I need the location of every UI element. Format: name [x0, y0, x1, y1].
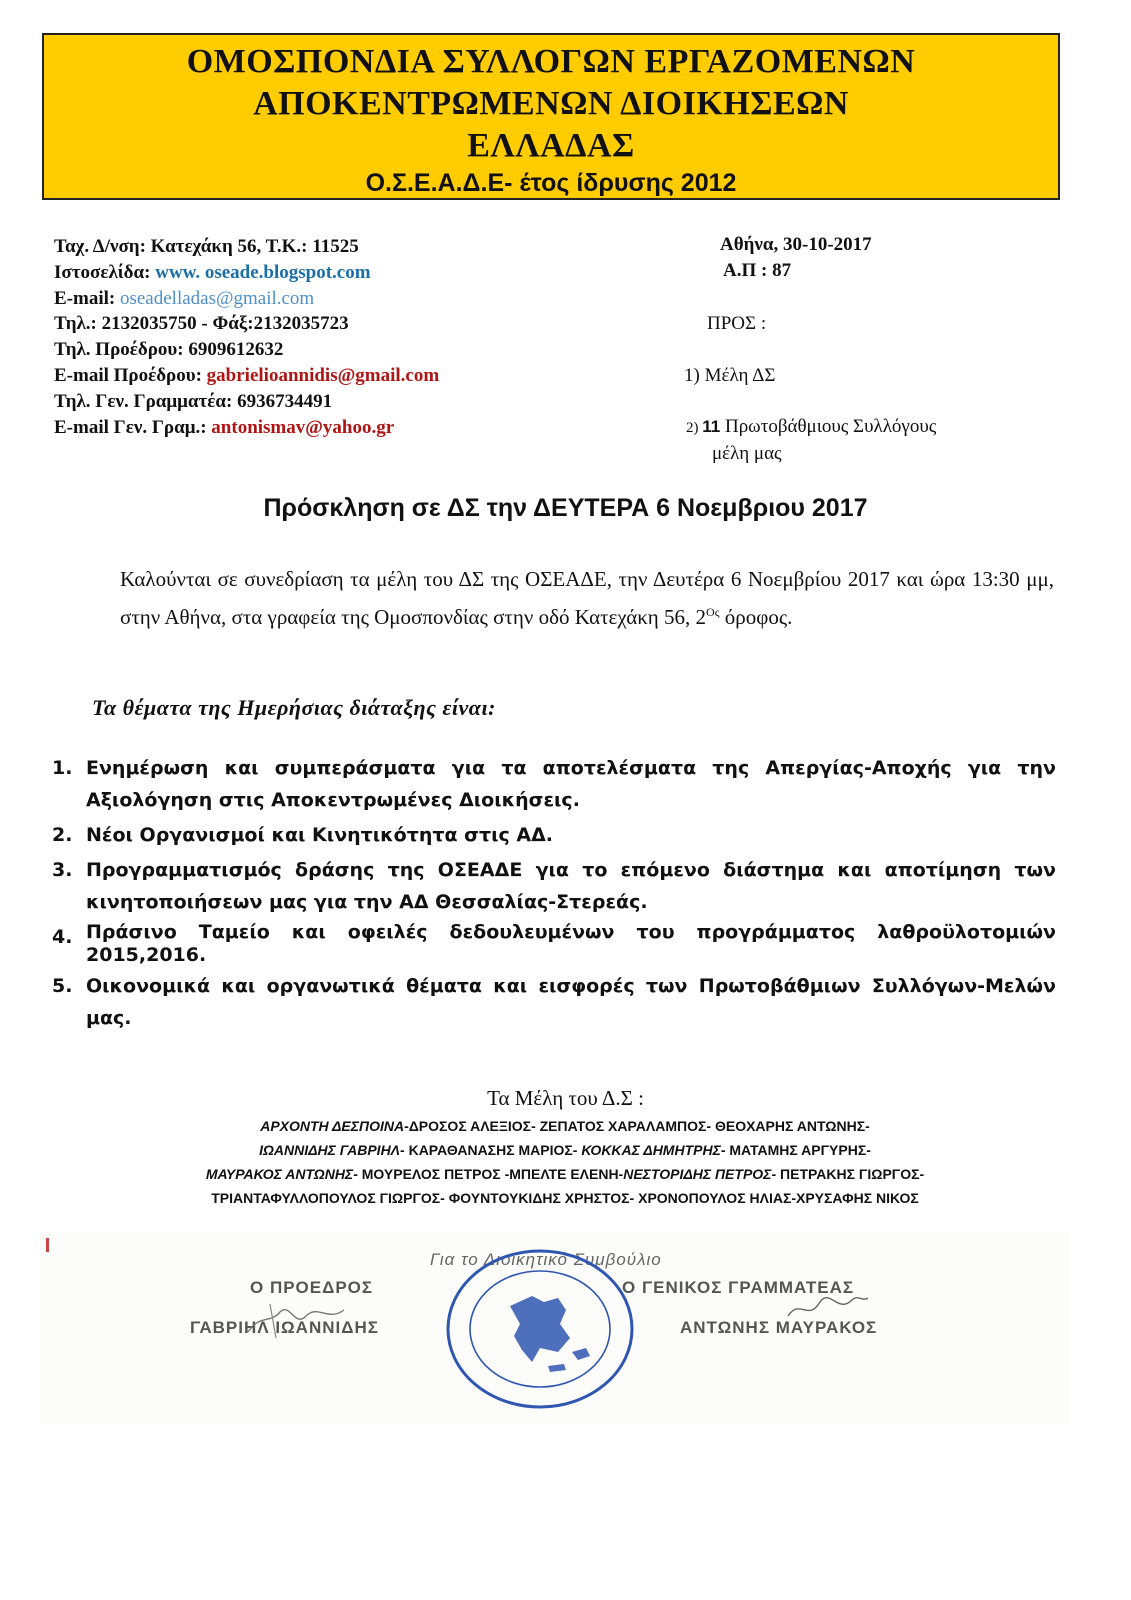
org-subtitle: Ο.Σ.Ε.Α.Δ.Ε- έτος ίδρυσης 2012 — [365, 169, 737, 197]
secretary-email-label: E-mail Γεν. Γραμ.: — [54, 416, 212, 438]
president-email-row — [54, 363, 574, 389]
place-date: Αθήνα, 30-10-2017 — [720, 234, 872, 255]
president-name: ΓΑΒΡΙΗΛ ΙΩΑΝΝΙΔΗΣ — [190, 1318, 379, 1337]
member-name: ΚΟΚΚΑΣ ΔΗΜΗΤΡΗΣ — [581, 1142, 721, 1158]
agenda-item — [52, 854, 1056, 918]
secretary-title: Ο ΓΕΝΙΚΟΣ ΓΡΑΜΜΑΤΕΑΣ — [622, 1278, 855, 1297]
website-link[interactable]: www. oseade.blogspot.com — [155, 261, 371, 283]
intro-paragraph — [120, 563, 1054, 634]
agenda-item — [52, 970, 1056, 1034]
website-label: Ιστοσελίδα: — [54, 261, 156, 283]
agenda-item-text: Προγραμματισμός δράσης της ΟΣΕΑΔΕ για το επόμενο διάστημα και αποτίμηση των κινητοποιήσεων μας για την ΑΔ Θεσσαλίας-Στερεάς. — [86, 859, 1056, 913]
agenda-item-number: 2. — [52, 824, 73, 846]
agenda-item — [52, 752, 1056, 816]
agenda-item-text: Οικονομικά και οργανωτικά θέματα και εισφορές των Πρωτοβάθμιων Συλλόγων-Μελών μας. — [86, 975, 1056, 1029]
president-title: Ο ΠΡΟΕΔΡΟΣ — [250, 1278, 374, 1297]
member-names: - ΠΕΤΡΑΚΗΣ ΓΙΩΡΓΟΣ- — [771, 1166, 925, 1182]
email-row — [54, 286, 574, 312]
recipient-2-text: Πρωτοβάθμιους Συλλόγους — [720, 416, 937, 437]
member-names: - ΜΟΥΡΕΛΟΣ ΠΕΤΡΟΣ -ΜΠΕΛΤΕ ΕΛΕΝΗ- — [353, 1166, 624, 1182]
secretary-name: ΑΝΤΩΝΗΣ ΜΑΥΡΑΚΟΣ — [680, 1318, 878, 1337]
agenda-item-text: Ενημέρωση και συμπεράσματα για τα αποτελέσματα της Απεργίας-Αποχής για την Αξιολόγηση στις Αποκεντρωμένες Διοικήσεις. — [86, 757, 1056, 811]
intro-text: Καλούνται σε συνεδρίαση τα μέλη του ΔΣ της ΟΣΕΑΔΕ, την Δευτέρα 6 Νοεμβρίου 2017 και ώρα 13:30 μμ, στην Αθήνα, στα γραφεία της Ομοσπονδίας στην οδό Κατεχάκη 56, 2 — [120, 567, 1054, 629]
signature-section — [40, 1232, 1070, 1424]
agenda-item — [52, 819, 1056, 851]
email-link[interactable]: oseadelladas@gmail.com — [119, 287, 315, 309]
member-names: - ΚΑΡΑΘΑΝΑΣΗΣ ΜΑΡΙΟΣ- — [400, 1142, 582, 1158]
agenda-list — [52, 752, 1056, 1037]
council-label: Για το Διοικητικό Συμβούλιο — [430, 1250, 662, 1269]
organization-stamp — [440, 1244, 640, 1414]
scan-mark — [46, 1238, 49, 1252]
website-row — [54, 260, 574, 286]
agenda-item-number: 5. — [52, 975, 73, 997]
email-label: E-mail: — [54, 287, 120, 309]
member-name: ΜΑΥΡΑΚΟΣ ΑΝΤΩΝΗΣ — [205, 1166, 354, 1182]
agenda-label: Τα θέματα της Ημερήσιας διάταξης είναι: — [92, 695, 496, 720]
members-list — [40, 1114, 1090, 1210]
agenda-item-text: Νέοι Οργανισμοί και Κινητικότητα στις ΑΔ. — [86, 824, 554, 846]
secretary-email-link[interactable]: antonismav@yahoo.gr — [211, 416, 395, 438]
agenda-item-number: 4. — [52, 926, 73, 948]
member-name: ΙΩΑΝΝΙΔΗΣ ΓΑΒΡΙΗΛ — [259, 1142, 401, 1158]
protocol-number: Α.Π : 87 — [723, 260, 792, 281]
to-label: ΠΡΟΣ : — [707, 313, 767, 334]
recipient-2 — [686, 416, 936, 438]
members-line — [40, 1138, 1090, 1162]
org-name-line1: ΟΜΟΣΠΟΝΔΙΑ ΣΥΛΛΟΓΩΝ ΕΡΓΑΖΟΜΕΝΩΝ — [186, 43, 916, 80]
recipient-2-number: 2) — [686, 420, 703, 436]
agenda-item-text: Πράσινο Ταμείο και οφειλές δεδουλευμένων του προγράμματος λαθροϋλοτομιών 2015,2016. — [86, 921, 1056, 966]
recipient-2-line2: μέλη μας — [712, 443, 782, 464]
org-name-line2: ΑΠΟΚΕΝΤΡΩΜΕΝΩΝ ΔΙΟΙΚΗΣΕΩΝ — [253, 85, 849, 122]
document-title: Πρόσκληση σε ΔΣ την ΔΕΥΤΕΡΑ 6 Νοεμβριου 2017 — [263, 494, 868, 522]
phone-fax: Τηλ.: 2132035750 - Φάξ:2132035723 — [54, 313, 349, 335]
intro-tail: όροφος. — [719, 605, 793, 629]
president-email-label: E-mail Προέδρου: — [54, 364, 207, 386]
agenda-item-number: 1. — [52, 757, 73, 779]
member-name: ΑΡΧΟΝΤΗ ΔΕΣΠΟΙΝΑ — [260, 1118, 405, 1134]
org-name-line3: ΕΛΛΑΔΑΣ — [467, 127, 635, 164]
agenda-item — [52, 921, 1056, 967]
president-phone: Τηλ. Προέδρου: 6909612632 — [54, 339, 284, 361]
contact-block — [54, 234, 574, 440]
members-line — [40, 1162, 1090, 1186]
secretary-email-row — [54, 415, 574, 441]
secretary-phone: Τηλ. Γεν. Γραμματέα: 6936734491 — [54, 390, 333, 412]
members-line: ΤΡΙΑΝΤΑΦΥΛΛΟΠΟΥΛΟΣ ΓΙΩΡΓΟΣ- ΦΟΥΝΤΟΥΚΙΔΗΣ ΧΡΗΣΤΟΣ- ΧΡΟΝΟΠΟΥΛΟΣ ΗΛΙΑΣ-ΧΡΥΣΑΦΗΣ ΝΙΚΟΣ — [211, 1190, 919, 1206]
secretary-signature — [782, 1282, 872, 1332]
member-name: ΝΕΣΤΟΡΙΔΗΣ ΠΕΤΡΟΣ — [623, 1166, 772, 1182]
president-email-link[interactable]: gabrielioannidis@gmail.com — [206, 364, 440, 386]
agenda-item-number: 3. — [52, 859, 73, 881]
president-signature — [240, 1294, 350, 1344]
member-names: - ΜΑΤΑΜΗΣ ΑΡΓΥΡΗΣ- — [720, 1142, 871, 1158]
recipient-2-count: 11 — [702, 417, 721, 436]
member-names: -ΔΡΟΣΟΣ ΑΛΕΞΙΟΣ- ΖΕΠΑΤΟΣ ΧΑΡΑΛΑΜΠΟΣ- ΘΕΟΧΑΡΗΣ ΑΝΤΩΝΗΣ- — [404, 1118, 870, 1134]
members-title: Τα Μέλη του Δ.Σ : — [487, 1086, 644, 1110]
members-line — [40, 1114, 1090, 1138]
intro-superscript: Ος — [706, 605, 720, 619]
recipient-1: 1) Μέλη ΔΣ — [684, 365, 776, 386]
letterhead-banner — [42, 33, 1060, 200]
address: Ταχ. Δ/νση: Κατεχάκη 56, Τ.Κ.: 11525 — [54, 236, 359, 257]
